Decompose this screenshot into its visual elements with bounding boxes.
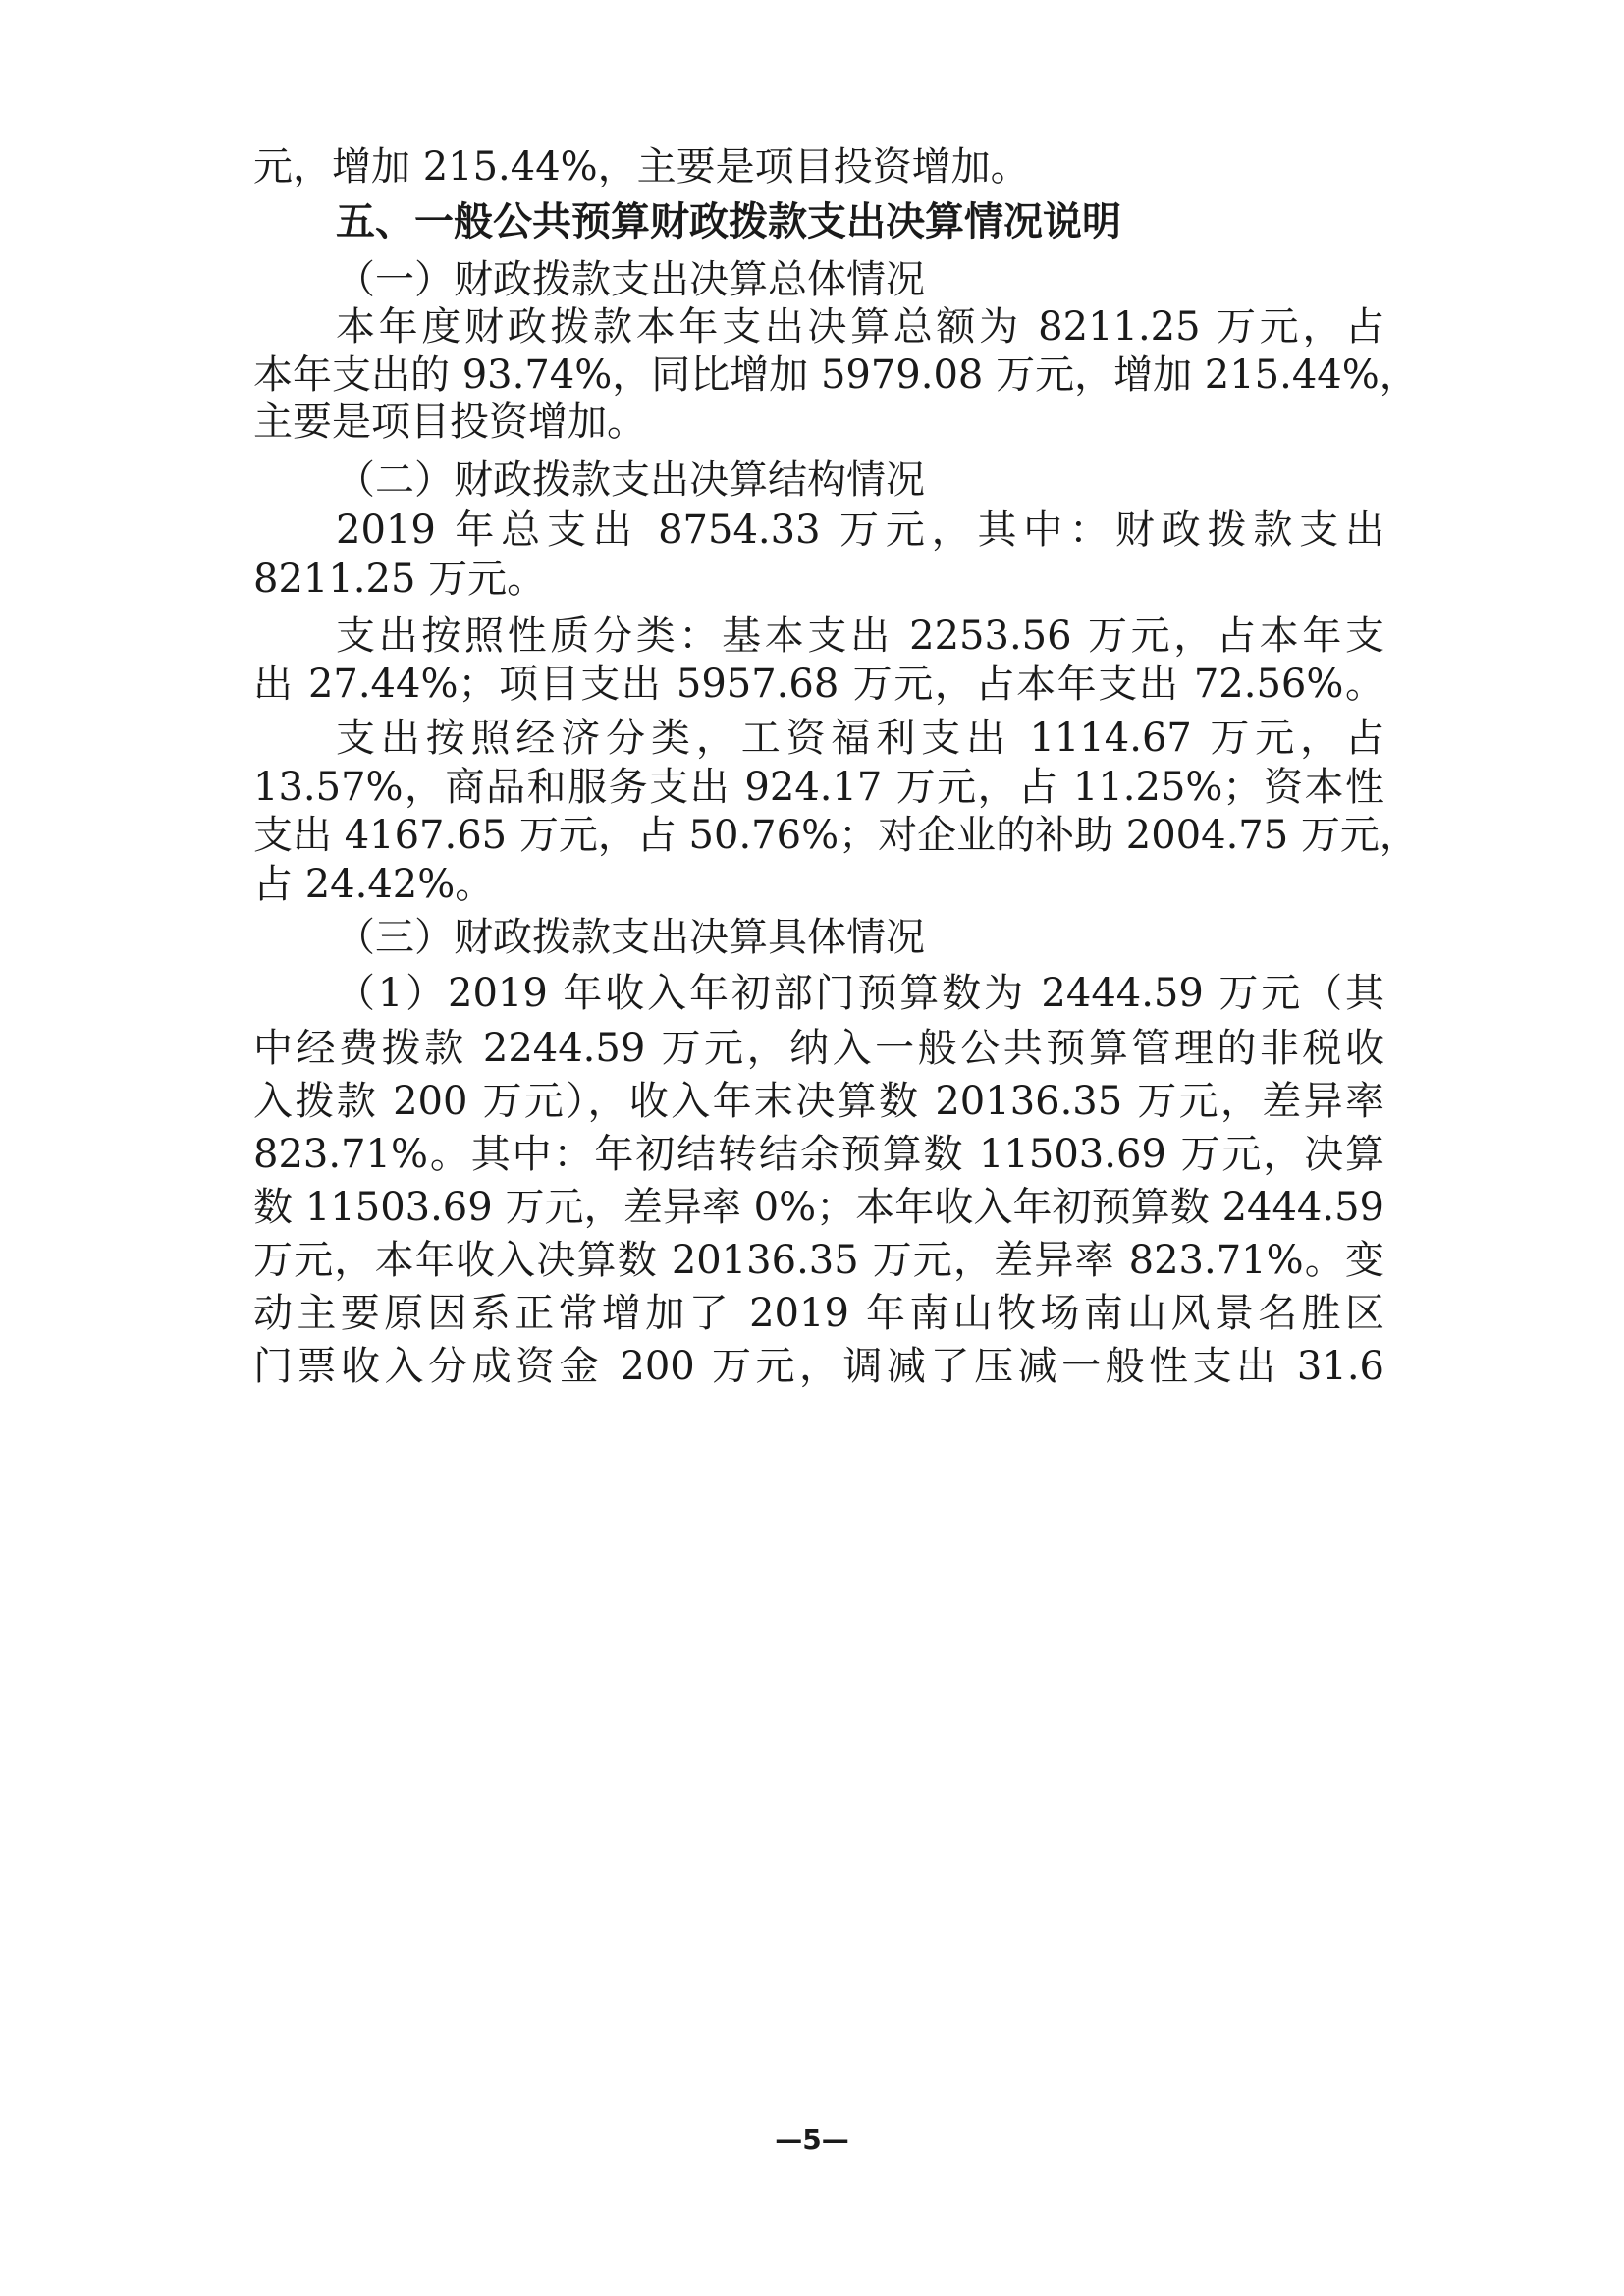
- paragraph-line: 13.57%，商品和服务支出 924.17 万元，占 11.25%；资本性: [253, 765, 1384, 810]
- subsection-heading: （三）财政拨款支出决算具体情况: [336, 915, 925, 960]
- paragraph-line: 支出 4167.65 万元，占 50.76%；对企业的补助 2004.75 万元，: [253, 813, 1419, 858]
- paragraph-line: 入拨款 200 万元），收入年末决算数 20136.35 万元，差异率: [253, 1079, 1384, 1124]
- paragraph-line: 动主要原因系正常增加了 2019 年南山牧场南山风景名胜区: [253, 1291, 1384, 1336]
- paragraph-line: （1）2019 年收入年初部门预算数为 2444.59 万元（其: [336, 971, 1384, 1016]
- section-heading: 五、一般公共预算财政拨款支出决算情况说明: [336, 199, 1121, 244]
- subsection-heading: （一）财政拨款支出决算总体情况: [336, 257, 925, 302]
- paragraph-line: 8211.25 万元。: [253, 557, 547, 602]
- paragraph-line: 主要是项目投资增加。: [253, 400, 646, 445]
- paragraph-line: 823.71%。其中：年初结转结余预算数 11503.69 万元，决算: [253, 1132, 1384, 1177]
- subsection-heading: （二）财政拨款支出决算结构情况: [336, 457, 925, 503]
- paragraph-line: 出 27.44%；项目支出 5957.68 万元，占本年支出 72.56%。: [253, 662, 1384, 707]
- paragraph-line: 本年度财政拨款本年支出决算总额为 8211.25 万元，占: [336, 304, 1384, 349]
- paragraph-line: 中经费拨款 2244.59 万元，纳入一般公共预算管理的非税收: [253, 1026, 1384, 1071]
- paragraph-line: 本年支出的 93.74%，同比增加 5979.08 万元，增加 215.44%，: [253, 352, 1419, 398]
- paragraph-line: 占 24.42%。: [253, 862, 495, 907]
- page-number: —5—: [775, 2123, 849, 2156]
- paragraph-line: 2019 年总支出 8754.33 万元，其中：财政拨款支出: [336, 507, 1384, 553]
- paragraph-line: 数 11503.69 万元，差异率 0%；本年收入年初预算数 2444.59: [253, 1185, 1384, 1230]
- paragraph-line: 元，增加 215.44%，主要是项目投资增加。: [253, 144, 1030, 189]
- paragraph-line: 门票收入分成资金 200 万元，调减了压减一般性支出 31.6: [253, 1344, 1384, 1389]
- paragraph-line: 支出按照性质分类：基本支出 2253.56 万元，占本年支: [336, 614, 1384, 659]
- paragraph-line: 万元，本年收入决算数 20136.35 万元，差异率 823.71%。变: [253, 1238, 1384, 1283]
- paragraph-line: 支出按照经济分类，工资福利支出 1114.67 万元，占: [336, 716, 1384, 761]
